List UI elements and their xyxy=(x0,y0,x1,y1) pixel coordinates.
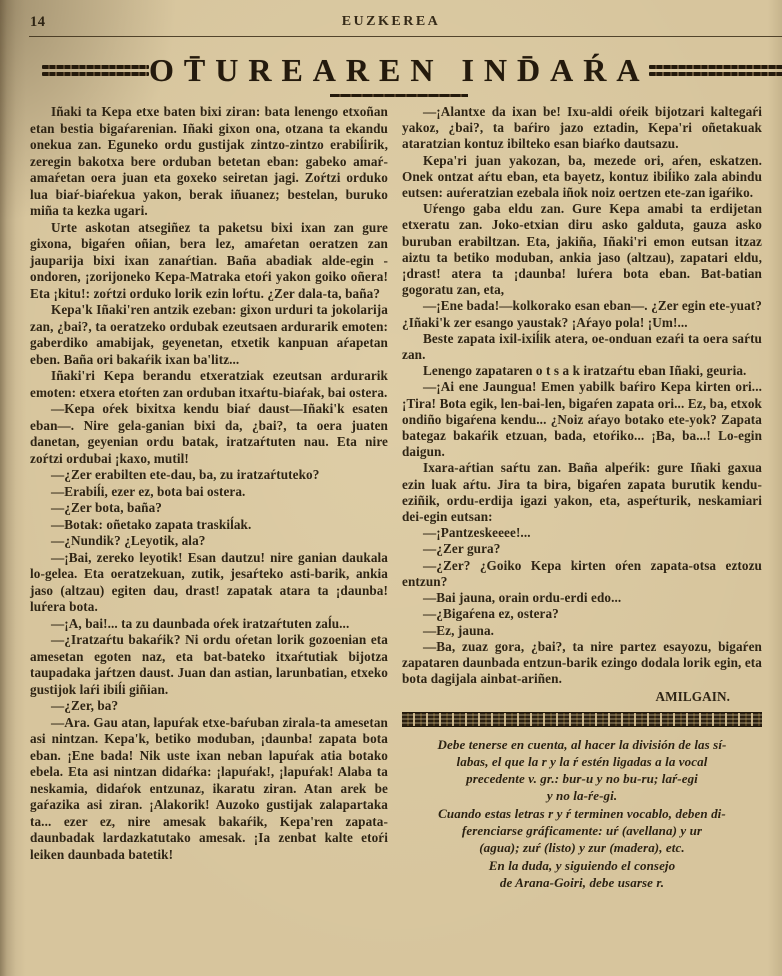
dialogue-line: —¿Nundik? ¿Leyotik, ala? xyxy=(51,533,206,548)
dialogue-line: —¡Pantzeskeeee!... xyxy=(423,525,531,541)
paragraph: —Kepa oŕek bixitxa kendu biaŕ daust—Iñaki'k esaten eban—. Nire gela-ganian bixi da, ¿bai?, ta oera juaten danetan, geyenian ordu batak, iratzaŕtuten nau. Eta nire zoŕtzi ordubai ¡kaxo, mutil! xyxy=(30,401,388,466)
title-ornament-left xyxy=(42,65,149,75)
dialogue-line: —¿Zer erabilten ete-dau, ba, zu iratzaŕtuteko? xyxy=(51,467,320,482)
note-line: Debe tenerse en cuenta, al hacer la división de las sí- xyxy=(437,736,727,752)
page-number: 14 xyxy=(30,14,46,30)
author-signature: AMILGAIN. xyxy=(655,689,730,705)
note-line: ferenciarse gráficamente: uŕ (avellana) y ur xyxy=(461,823,703,838)
note-line: y no la-ŕe-gi. xyxy=(546,788,618,804)
dialogue-line: —Ba, zuaz gora, ¿bai?, ta nire partez esayozu, bigaŕen zapataren daunbada entzun-barik ezingo dodala lorik egin, eta bota dagijala ainbat-ariñen. xyxy=(402,638,762,687)
note-line: (agua); zuŕ (listo) y zur (madera), etc. xyxy=(479,840,685,856)
dialogue-line: —¡Ai ene Jaungua! Emen yabilk baŕiro Kepa kirten ori... ¡Tira! Bota egik, len-bai-len, bigaŕen zapata ori... Ez, ba, etxok ondiño bigaŕena kendu... ¿Noiz aŕayo botako ete-yok? Zapata bategaz bakaŕik etzuan, bada, etoŕiko... ¡Ba, ba...! Lo-egin daigun. xyxy=(402,379,762,460)
title-ornament-right xyxy=(649,65,782,75)
header-rule xyxy=(29,36,782,37)
paragraph: Iñaki'ri Kepa berandu etxeratziak ezeutsan ardurarik emoten: etxera etoŕten zan orduban itxaŕtu-biaŕak, bai ostera. xyxy=(30,368,388,400)
article-title-row xyxy=(0,52,782,89)
paragraph: —¡Bai, zereko leyotik! Esan dautzu! nire ganian daukala lo-gelea. Eta oeratzekuan, zutik, jesaŕteko asti-barik, ankia jaso (altzau) egiten dau, drast! zapatak atara ta ¡daunba! luŕera bota. xyxy=(30,549,388,614)
paragraph: Ixara-aŕtian saŕtu zan. Baña alpeŕik: gure Iñaki gaxua ezin luak aŕtu. Jira ta bira, bigaŕen zapata burutik kendu-eziñik, ordu-erdija igazi yakon, eta, aspeŕturik, neskamiari dei-egin eutsan: xyxy=(402,460,762,525)
dialogue-line: —¿Zer bota, baña? xyxy=(51,500,162,515)
dialogue-line: —Bai jauna, orain ordu-erdi edo... xyxy=(423,590,622,606)
note-line: de Arana-Goiri, debe usarse r. xyxy=(499,874,665,890)
paragraph: Urte askotan atsegiñez ta paketsu bixi ixan zan gure gixona, bigaŕen oñian, bera lez, amaŕetan oeratzen zan jauparija bixi ixan zanaŕtian. Baña abadiak alde-egin -ondoren, ¡zorijoneko Kepa-Matraka etoŕi yakon goiko oñera! Eta ¡kitu!: zoŕtzi orduko lorik ezin loŕtu. ¿Zer dala-ta, baña? xyxy=(30,219,388,301)
paragraph: Beste zapata ixil-ixiĺik atera, oe-onduan ezaŕi ta oera saŕtu zan. xyxy=(402,330,762,363)
article-title: OT̄UREAREN IND̄AŔA xyxy=(149,52,650,88)
dialogue-line: —¡A, bai!... ta zu daunbada oŕek iratzaŕtuten zaĺu... xyxy=(51,615,350,631)
ornamental-band xyxy=(402,712,762,727)
note-line: En la duda, y siguiendo el consejo xyxy=(488,857,676,873)
dialogue-line: —¡Ene bada!—kolkorako esan eban—. ¿Zer egin ete-yuat? ¿Iñaki'k zer esango yaustak? ¡Aŕayo pola! ¡Um!... xyxy=(402,298,762,330)
note-line: labas, el que la r y la ŕ estén ligadas a la vocal xyxy=(456,753,708,769)
journal-title: EUZKEREA xyxy=(341,14,441,29)
dialogue-line: —Erabiĺi, ezer ez, bota bai ostera. xyxy=(51,483,246,499)
page-header xyxy=(0,12,782,38)
ornament-bar xyxy=(649,72,782,76)
paragraph: Kepa'ri juan yakozan, ba, mezede ori, aŕen, eskatzen. Onek ontzat aŕtu eban, eta bayetz, kontuz ibiĺiko zala abindu eutsen: auŕeratzian ezebala iñok noiz oertzen ete-zan igaŕiko. xyxy=(402,152,762,201)
paragraph: Lenengo zapataren o t s a k iratzaŕtu eban Iñaki, geuria. xyxy=(423,363,747,379)
paragraph: —¡Alantxe da ixan be! Ixu-aldi oŕeik bijotzari kaltegaŕi yakoz, ¿bai?, ta baŕiro jazo eztadin, Kepa'ri oñetakuak ataratzian kontuz ibilteko esan biaŕko dautsazu. xyxy=(402,104,762,152)
dialogue-line: —Botak: oñetako zapata traskiĺak. xyxy=(51,516,252,532)
paragraph: Uŕengo gaba eldu zan. Gure Kepa amabi ta erdijetan etxeratu zan. Joko-etxian diru asko galduta, gauza asko buruban erabiltzan. Eta, jakiña, Iñaki'ri emon eutsan itzaz aiztu ta betiko moduban, ankia jaso (altzau), zapatari eldu, ¡drast! atera ta ¡daunba! luŕera bota eban. Bat-batian gogoratu zan, eta, xyxy=(402,201,762,298)
ornament-bar xyxy=(649,65,782,69)
note-line: Cuando estas letras r y ŕ terminen vocablo, deben di- xyxy=(438,805,726,821)
ornament-bar xyxy=(42,72,149,76)
ornament-bar xyxy=(42,65,149,69)
title-underline xyxy=(330,94,468,97)
editorial-note xyxy=(402,736,762,892)
left-column xyxy=(30,104,388,863)
dialogue-line: —¿Bigaŕena ez, ostera? xyxy=(423,606,559,622)
paragraph: Kepa'k Iñaki'ren antzik ezeban: gixon urduri ta jokolarija zan, ¿bai?, ta oeratzeko ordubak ezeutsaen ardurarik emoten: gaberdiko amabijak, geyenetan, etxetik kanpuan aŕapetan eben. Baña ori bakaŕik ixan ba'litz... xyxy=(30,302,388,367)
paragraph: —Ara. Gau atan, lapuŕak etxe-baŕuban zirala-ta amesetan asi nintzan. Kepa'k, betiko moduban, ¡daunba! zapata bota eban. ¡Ene bada! Nik uste ixan neban lapuŕak atia botako ebela. Eta asi nintzan didaŕka: ¡lapuŕak!, ¡lapuŕak! Alaba ta neskamia, didaŕok entzunaz, ikaratu ziran. Atan arek be gaŕazika asi ziran. ¡Alakorik! Auzoko gustijak zalapartaka ta... ezer ez, nire amesak bakaŕik, Kepa'ren zapata-daunbadak lardazkatutako amesak. ¡Ia zenbat kalte etoŕi leiken daunbada batetik! xyxy=(30,714,388,862)
paragraph: Iñaki ta Kepa etxe baten bixi ziran: bata lenengo etxoñan etan bestia bigaŕarenian. Iñaki gixon ona, otzana ta ekandu onekua zan. Eguneko ordu gustijak zintzo-zintzo erabiĺirik, zeregin bakotxa bere orduban betetan eban: gabeko amaŕ-amaŕetan oera juan eta goxeko seiretan jagi. Zoŕtzi orduko lua biaŕ-biaŕekua yakon, berak iñuanez; bestelan, buruko miña ta kezka ugari. xyxy=(30,104,388,218)
right-column xyxy=(402,104,762,891)
dialogue-line: —¿Zer gura? xyxy=(423,541,501,557)
note-line: precedente v. gr.: bur-u y no bu-ru; laŕ-egi xyxy=(466,771,698,787)
dialogue-line: —¿Zer? ¿Goiko Kepa kirten oŕen zapata-otsa eztozu entzun? xyxy=(402,557,762,589)
dialogue-line: —Ez, jauna. xyxy=(423,622,495,638)
dialogue-line: —¿Zer, ba? xyxy=(51,698,119,713)
paragraph: —¿Iratzaŕtu bakaŕik? Ni ordu oŕetan lorik gozoenian eta amesetan egoten naz, eta bat-bateko itxaŕtutiak bijotza taupadaka jaŕtzen daust. Juan dan astian, larunbatian, etxeko gustijok laŕi ibiĺi giñian. xyxy=(30,632,388,697)
